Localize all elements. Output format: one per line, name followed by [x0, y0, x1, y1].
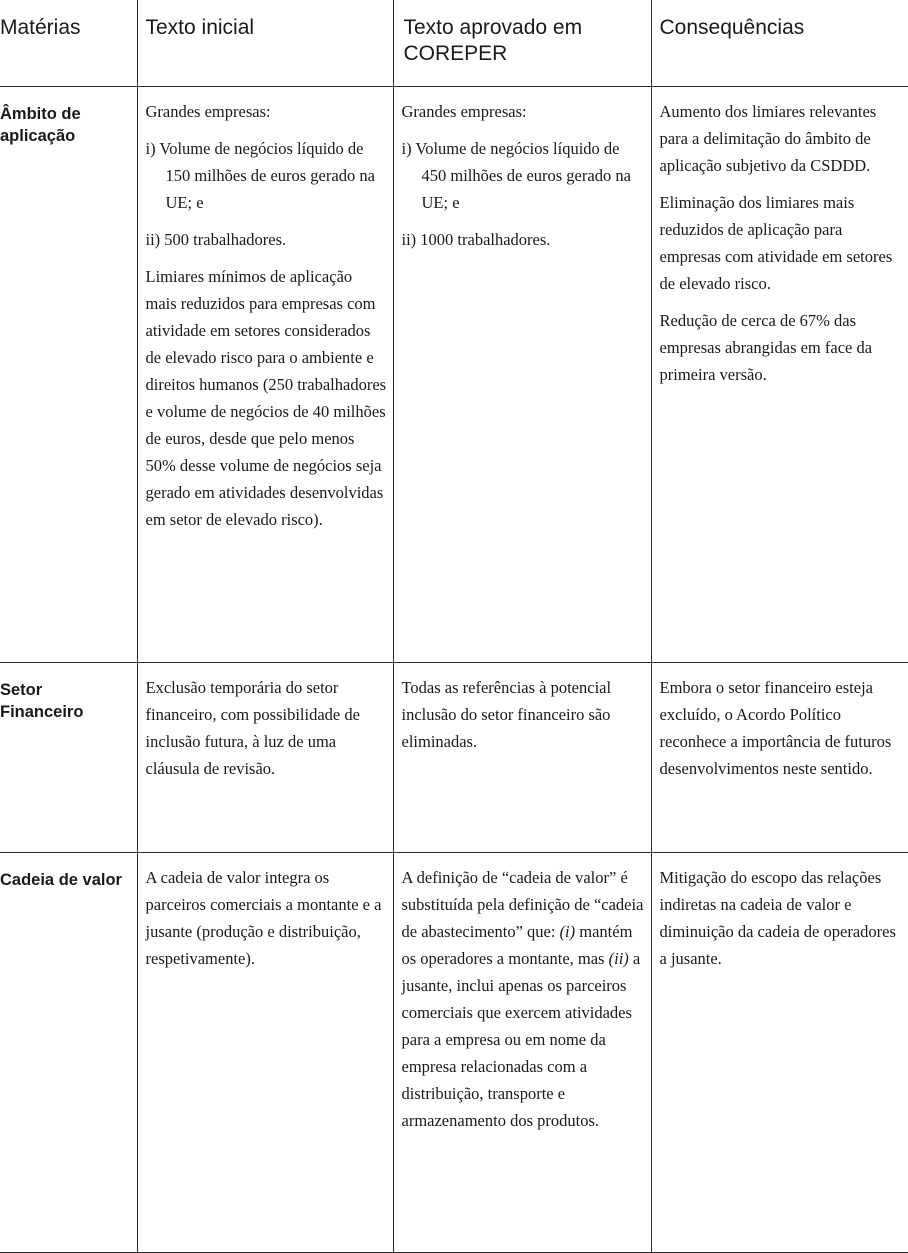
- approved-part1: A definição de “cadeia de valor” é substituída pela definição de “cadeia de abastecimento” que:: [401, 867, 644, 941]
- approved-part2: mantém os operadores a montante, mas: [401, 921, 633, 968]
- initial-text-cell: [137, 662, 393, 852]
- marker-i: (i): [559, 921, 576, 941]
- approved-paragraph: [402, 864, 645, 1134]
- header-consequencias: Consequências: [651, 0, 908, 86]
- topic-cell: Âmbito de aplicação: [0, 86, 137, 662]
- consequences-cell: [651, 86, 908, 662]
- approved-paragraph: Todas as referências à potencial inclusão do setor financeiro são eliminadas.: [401, 677, 612, 751]
- initial-extra: Limiares mínimos de aplicação mais reduzidos para empresas com atividade em setores considerados de elevado risco para o ambiente e direitos humanos (250 trabalhadores e volume de negócios de 40 milhões de euros, desde que pelo menos 50% desse volume de negócios seja gerado em atividades desenvolvidas em setor de elevado risco).: [145, 266, 387, 529]
- initial-text-cell: [137, 852, 393, 1252]
- consequence-paragraph: Aumento dos limiares relevantes para a delimitação do âmbito de aplicação subjetivo da CSDDD.: [659, 101, 877, 175]
- initial-text-cell: [137, 86, 393, 662]
- approved-text-cell: [393, 662, 651, 852]
- approved-text-cell: [393, 86, 651, 662]
- approved-item-i: i) Volume de negócios líquido de 450 milhões de euros gerado na UE; e: [401, 138, 631, 212]
- initial-paragraph: A cadeia de valor integra os parceiros comerciais a montante e a jusante (produção e distribuição, respetivamente).: [145, 867, 382, 968]
- consequence-paragraph: Mitigação do escopo das relações indiretas na cadeia de valor e diminuição da cadeia de operadores a jusante.: [659, 867, 896, 968]
- initial-item-ii: ii) 500 trabalhadores.: [145, 229, 287, 249]
- header-materias: Matérias: [0, 0, 137, 86]
- header-texto-inicial: Texto inicial: [137, 0, 393, 86]
- marker-ii: (ii): [608, 948, 629, 968]
- consequences-cell: [651, 662, 908, 852]
- header-texto-aprovado: Texto aprovado em COREPER: [393, 0, 651, 86]
- consequence-paragraph: Embora o setor financeiro esteja excluído, o Acordo Político reconhece a importância de futuros desenvolvimentos neste sentido.: [659, 677, 892, 778]
- initial-paragraph: Exclusão temporária do setor financeiro, com possibilidade de inclusão futura, à luz de uma cláusula de revisão.: [145, 677, 360, 778]
- approved-text-cell: [393, 852, 651, 1252]
- table-row-ambito: [0, 86, 908, 662]
- table-row-setor-financeiro: [0, 662, 908, 852]
- header-row: [0, 0, 908, 86]
- initial-intro: Grandes empresas:: [145, 101, 271, 121]
- consequences-cell: [651, 852, 908, 1252]
- approved-item-ii: ii) 1000 trabalhadores.: [401, 229, 551, 249]
- topic-cell: Cadeia de valor: [0, 852, 137, 1252]
- topic-cell: Setor Financeiro: [0, 662, 137, 852]
- approved-intro: Grandes empresas:: [401, 101, 527, 121]
- table-row-cadeia-de-valor: [0, 852, 908, 1252]
- initial-item-i: i) Volume de negócios líquido de 150 milhões de euros gerado na UE; e: [145, 138, 375, 212]
- approved-part3: a jusante, inclui apenas os parceiros comerciais que exercem atividades para a empresa ou em nome da empresa relacionadas com a distribuição, transporte e armazenamento dos produtos.: [401, 948, 641, 1130]
- consequence-paragraph: Eliminação dos limiares mais reduzidos de aplicação para empresas com atividade em setores de elevado risco.: [659, 192, 893, 293]
- consequence-paragraph: Redução de cerca de 67% das empresas abrangidas em face da primeira versão.: [659, 310, 873, 384]
